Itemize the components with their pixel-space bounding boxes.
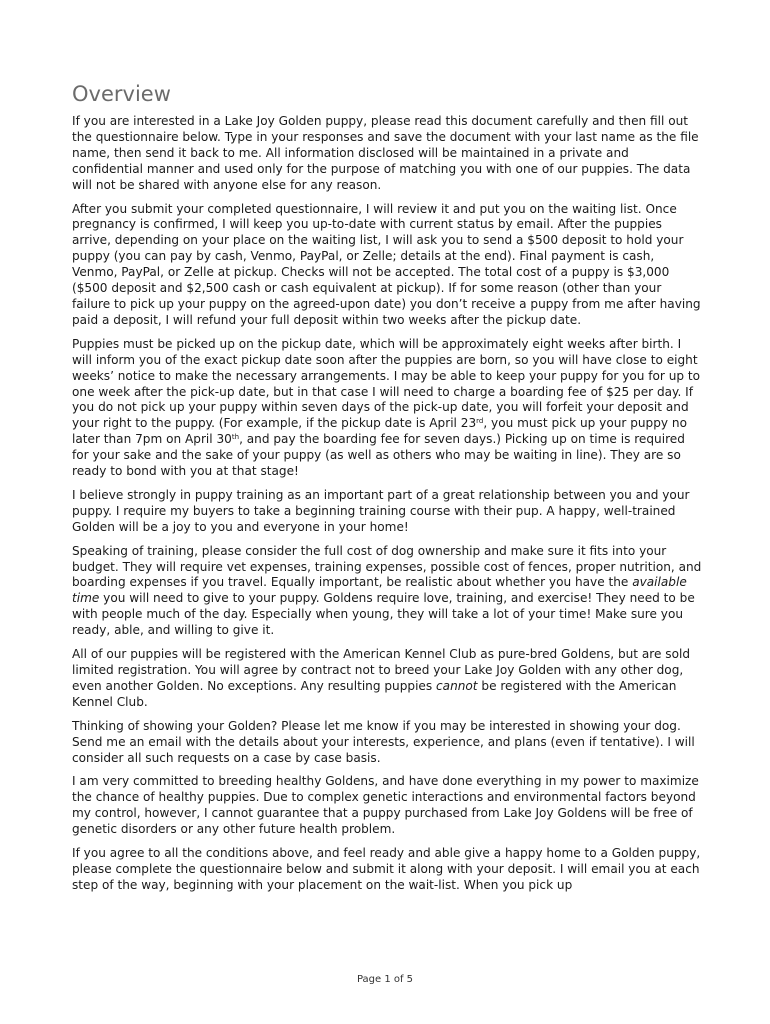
paragraph-registration-text-a: All of our puppies will be registered with the American Kennel Club as pure-bred Goldens, but are sold limited registration. You will agree by contract not to breed your Lake Joy Golden with any other dog, even another Golden. No exceptions. Any resulting puppies bbox=[72, 647, 691, 693]
paragraph-deposit: After you submit your completed questionnaire, I will review it and put you on the waiting list. Once pregnancy is confirmed, I will keep you up-to-date with current status by email. After the puppies arrive, depending on your place on the waiting list, I will ask you to send a $500 deposit to hold your puppy (you can pay by cash, Venmo, PayPal, or Zelle; details at the end). Final payment is cash, Venmo, PayPal, or Zelle at pickup. Checks will not be accepted. The total cost of a puppy is $3,000 ($500 deposit and $2,500 cash or cash equivalent at pickup). If for some reason (other than your failure to pick up your puppy on the agreed-upon date) you don’t receive a puppy from me after having paid a deposit, I will refund your full deposit within two weeks after the pickup date. bbox=[72, 201, 701, 327]
paragraph-showing: Thinking of showing your Golden? Please let me know if you may be interested in showing your dog. Send me an email with the details about your interests, experience, and plans (even if tentative). I will consider all such requests on a case by case basis. bbox=[72, 718, 695, 765]
document-page bbox=[72, 80, 702, 902]
paragraph-intro: If you are interested in a Lake Joy Golden puppy, please read this document carefully and then fill out the questionnaire below. Type in your responses and save the document with your last name as the file name, then send it back to me. All information disclosed will be maintained in a private and confidential manner and used only for the purpose of matching you with one of our puppies. The data will not be shared with anyone else for any reason. bbox=[72, 114, 699, 192]
paragraph-pickup-text-c: , and pay the boarding fee for seven days.) Picking up on time is required for your sake and the sake of your puppy (as well as others who may be waiting in line). They are so ready to bond with you at that stage! bbox=[72, 432, 685, 479]
page-title: Overview bbox=[72, 82, 171, 106]
paragraph-cost-text-b: you will need to give to your puppy. Goldens require love, training, and exercise! They need to be with people much of the day. Especially when young, they will take a lot of your time! Make sure you ready, able, and willing to give it. bbox=[72, 591, 695, 638]
paragraph-pickup-text-b: , you must pick up your puppy no later than 7pm on April 30 bbox=[72, 416, 687, 447]
paragraph-health: I am very committed to breeding healthy Goldens, and have done everything in my power to maximize the chance of healthy puppies. Due to complex genetic interactions and environmental factors beyond my control, however, I cannot guarantee that a puppy purchased from Lake Joy Goldens will be free of genetic disorders or any other future health problem. bbox=[72, 774, 699, 837]
paragraph-agreement: If you agree to all the conditions above, and feel ready and able give a happy home to a Golden puppy, please complete the questionnaire below and submit it along with your deposit. I will email you at each step of the way, beginning with your placement on the wait-list. When you pick up bbox=[72, 846, 701, 892]
paragraph-registration bbox=[72, 647, 702, 711]
superscript-th: th bbox=[231, 433, 240, 442]
paragraph-training: I believe strongly in puppy training as an important part of a great relationship between you and your puppy. I require my buyers to take a beginning training course with their pup. A happy, well-trained Golden will be a joy to you and everyone in your home! bbox=[72, 487, 690, 534]
emphasis-available-time: available time bbox=[72, 575, 687, 606]
paragraph-registration-text-b: be registered with the American Kennel Club. bbox=[72, 678, 677, 709]
paragraph-pickup bbox=[72, 337, 702, 480]
page-footer: Page 1 of 5 bbox=[356, 974, 414, 985]
paragraph-pickup-text-a: Puppies must be picked up on the pickup date, which will be approximately eight weeks after birth. I will inform you of the exact pickup date soon after the puppies are born, so you will have close to eight weeks’ notice to make the necessary arrangements. I may be able to keep your puppy for you for up to one week after the pick-up date, but in that case I will need to charge a boarding fee of $25 per day. If you do not pick up your puppy within seven days of the pick-up date, you will forfeit your deposit and your right to the puppy. (For example, if the pickup date is April 23 bbox=[72, 336, 701, 431]
superscript-rd: rd bbox=[476, 417, 484, 426]
emphasis-cannot: cannot bbox=[436, 678, 478, 693]
paragraph-cost-text-a: Speaking of training, please consider the full cost of dog ownership and make sure it fits into your budget. They will require vet expenses, training expenses, possible cost of fences, proper nutrition, and boarding expenses if you travel. Equally important, be realistic about whether you have the bbox=[72, 543, 702, 590]
paragraph-cost bbox=[72, 544, 702, 639]
